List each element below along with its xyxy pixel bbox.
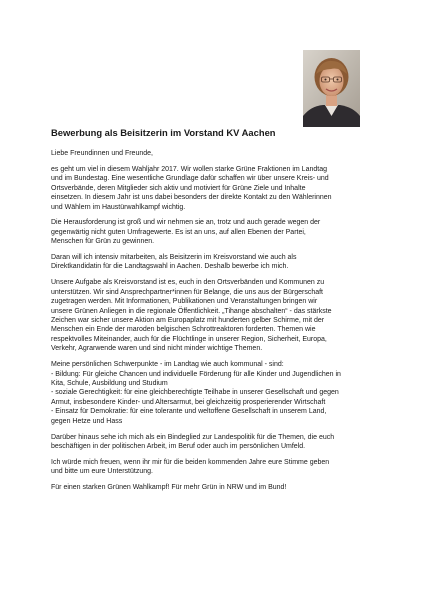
text-line: Liebe Freundinnen und Freunde, (51, 150, 153, 157)
text-line: unsere Grünen Anliegen in die regionale Öffentlichkeit. „Tihange abschalten“ - das stärkste (51, 307, 332, 315)
board-tasks-paragraph (51, 278, 381, 354)
closing-paragraph (51, 483, 381, 492)
text-line: beschäftigen in der politischen Arbeit, im Beruf oder auch im persönlichen Umfeld. (51, 443, 306, 451)
text-line: gegenwärtig nicht guten Umfragewerte. Es ist an uns, auf allen Ebenen der Partei, (51, 228, 306, 236)
text-line: Darüber hinaus sehe ich mich als ein Bindeglied zur Landespolitik für die Themen, die euch (51, 433, 335, 441)
text-line: Ortsverbände, deren Mitglieder sich aktiv und motiviert für Grüne Ziele und Inhalte (51, 184, 306, 192)
text-line: - Einsatz für Demokratie: für eine tolerante und weltoffene Gesellschaft in unserem Land, (51, 408, 327, 416)
state-politics-paragraph (51, 433, 381, 452)
text-line: Menschen für Grün zu gewinnen. (51, 238, 155, 246)
text-line: Armut, insbesondere Kinder- und Altersarmut, bei gleichzeitig prosperierender Wirtschaft (51, 398, 326, 406)
text-line: Direktkandidatin für die Landtagswahl in Aachen. Deshalb bewerbe ich mich. (51, 263, 289, 271)
text-line: Zeichen war sicher unsere Aktion am Europaplatz mit hunderten gelber Schirme, mit der (51, 316, 325, 324)
text-line: Ich würde mich freuen, wenn ihr mir für die beiden kommenden Jahre eure Stimme geben (51, 458, 330, 466)
letter-body (51, 149, 381, 499)
document-title: Bewerbung als Beisitzerin im Vorstand KV Aachen (51, 127, 276, 138)
text-line: und Wählern im Haustürwahlkampf wichtig. (51, 203, 186, 211)
text-line: und im Bundestag. Eine wesentliche Grundlage dafür schaffen wir über unsere Kreis- und (51, 175, 329, 183)
salutation-paragraph (51, 149, 381, 158)
election-year-paragraph (51, 165, 381, 212)
text-line: zugetragen werden. Mit Informationen, Publikationen und Veranstaltungen bringen wir (51, 298, 318, 306)
vote-request-paragraph (51, 458, 381, 477)
text-line: - Bildung: Für gleiche Chancen und individuelle Förderung für alle Kinder und Jugendlichen in (51, 370, 341, 378)
text-line: Kita, Schule, Ausbildung und Studium (51, 380, 168, 387)
text-line: unterstützen. Wir sind Ansprechpartner*innen für Belange, die uns aus der Bürgerschaft (51, 288, 323, 296)
text-line: Daran will ich intensiv mitarbeiten, als Beisitzerin im Kreisvorstand wie auch als (51, 253, 297, 261)
portrait-image (303, 50, 360, 127)
text-line: - soziale Gerechtigkeit: für eine gleichberechtigte Teilhabe in unserer Gesellschaft und gegen (51, 389, 339, 397)
text-line: Meine persönlichen Schwerpunkte - im Landtag wie auch kommunal - sind: (51, 361, 284, 369)
text-line: es geht um viel in diesem Wahljahr 2017. Wir wollen starke Grüne Fraktionen im Landtag (51, 165, 327, 173)
text-line: gegen Hetze und Hass (51, 417, 123, 425)
priorities-paragraph (51, 360, 381, 426)
candidate-portrait-photo (303, 50, 360, 127)
text-line: Unsere Aufgabe als Kreisvorstand ist es, euch in den Ortsverbänden und Kommunen zu (51, 279, 325, 287)
text-line: Menschen ein Ende der maroden belgischen Schrottreaktoren forderten. Themen wie (51, 326, 316, 334)
candidacy-paragraph (51, 253, 381, 272)
challenge-paragraph (51, 218, 381, 246)
text-line: respektvolles Miteinander, auch für die Flüchtlinge in unserer Region, Sicherheit, Europa, (51, 335, 327, 343)
text-line: Verkehr, Agrarwende waren und sind nicht minder wichtige Themen. (51, 345, 263, 353)
text-line: einsetzen. In diesem Jahr ist uns dabei besonders der direkte Kontakt zu den Wählerinnen (51, 194, 332, 202)
text-line: und bitte um eure Unterstützung. (51, 468, 153, 476)
text-line: Für einen starken Grünen Wahlkampf! Für mehr Grün in NRW und im Bund! (51, 483, 287, 491)
text-line: Die Herausforderung ist groß und wir nehmen sie an, trotz und auch gerade wegen der (51, 219, 321, 227)
